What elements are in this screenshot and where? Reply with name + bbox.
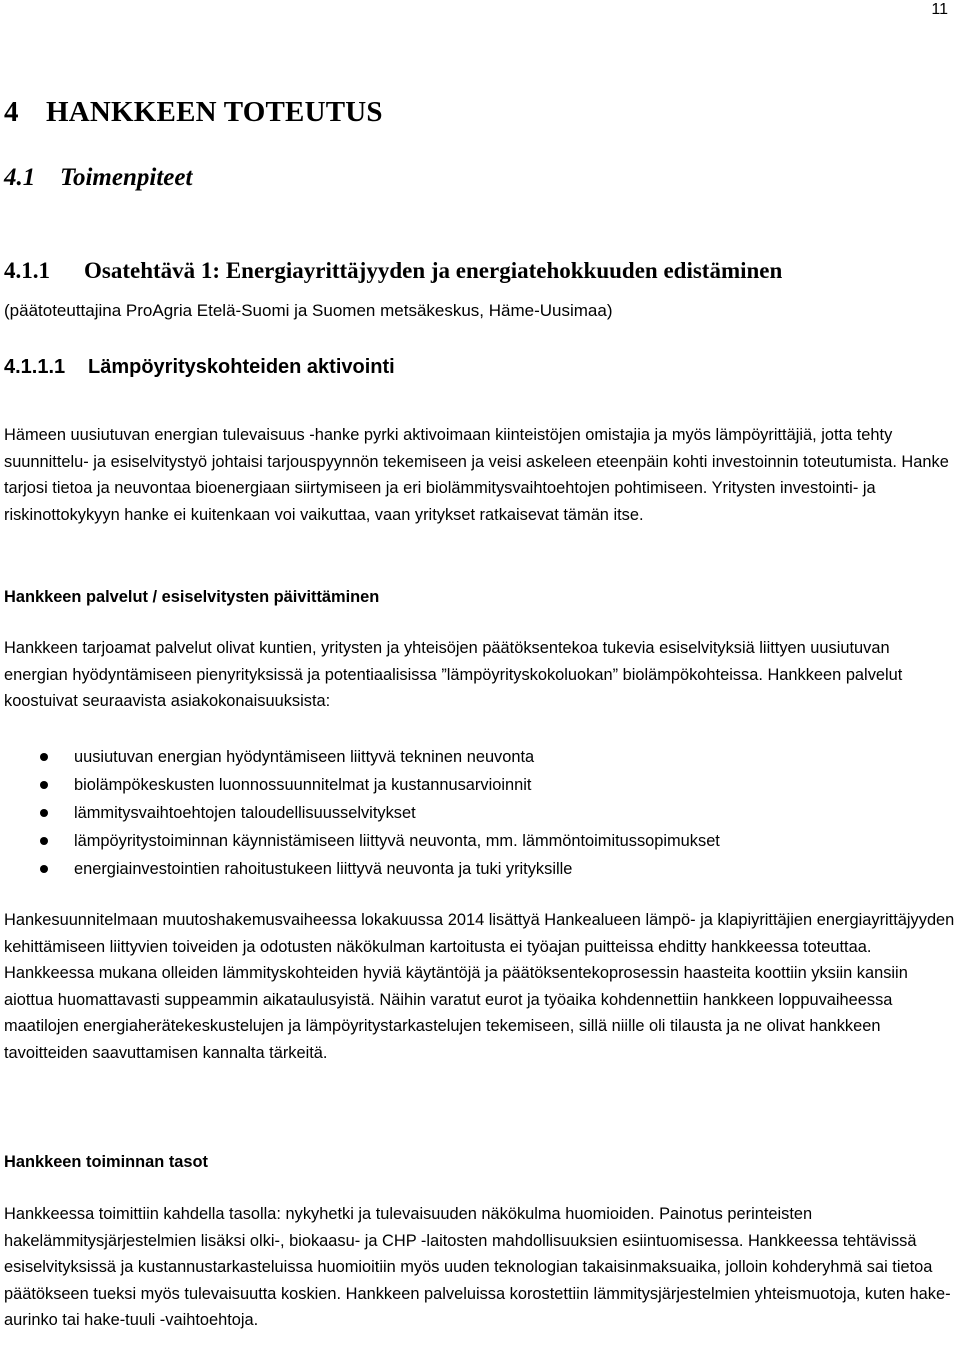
subsection-title: Osatehtävä 1: Energiayrittäjyyden ja energiatehokkuuden edistäminen: [84, 258, 783, 283]
section-heading: [4, 164, 192, 192]
chapter-title: HANKKEEN TOTEUTUS: [46, 96, 383, 128]
subsection-number: 4.1.1: [4, 258, 50, 283]
list-item: [4, 799, 956, 827]
services-list: [4, 743, 956, 883]
list-item-text: energiainvestointien rahoitustukeen liittyvä neuvonta ja tuki yrityksille: [74, 860, 573, 878]
services-paragraph: Hankkeen tarjoamat palvelut olivat kuntien, yritysten ja yhteisöjen päätöksentekoa tukevia esiselvityksiä liittyen uusiutuvan energian hyödyntämiseen pienyrityksissä ja potentiaalisissa ”lämpöyrityskokoluokan” biolämpökohteissa. Hankkeen palvelut koostuivat seuraavista asiakokonaisuuksista:: [4, 639, 903, 710]
amendment-paragraph: Hankesuunnitelmaan muutoshakemusvaiheessa lokakuussa 2014 lisättyä Hankealueen lämpö- ja klapiyrittäjien energiayrittäjyyden kehittämiseen liittyvien toiveiden ja odotusten näkökulman kartoitusta ei työajan puitteissa ehditty hankkeessa toteuttaa. Hankkeessa mukana olleiden lämmityskohteiden hyviä käytäntöjä ja päätöksentekoprosessin haasteita koottiin yksiin kansiin aiottua huomattavasti suppeammin aikataulusyistä. Näihin varatut eurot ja työaika kohdennettiin hankkeen loppuvaiheessa maatilojen energiaherätekeskustelujen ja lämpöyritystarkastelujen tekemiseen, sillä niille oli tilausta ja ne olivat hankkeen tavoitteiden saavuttamisen kannalta tärkeitä.: [4, 911, 955, 1062]
bullet-icon: [40, 865, 48, 873]
page-number: 11: [931, 1, 948, 18]
section-number: 4.1: [4, 164, 36, 191]
list-item: [4, 743, 956, 771]
levels-heading: Hankkeen toiminnan tasot: [4, 1153, 209, 1171]
levels-paragraph: Hankkeessa toimittiin kahdella tasolla: nykyhetki ja tulevaisuuden näkökulma huomioiden. Painotus perinteisten hakelämmitysjärjestelmien lisäksi olki-, biokaasu- ja CHP -laitosten mahdollisuuksien esiintuomisessa. Hankkeessa tehtävissä esiselvityksissä ja kustannustarkasteluissa huomioitiin myös uuden teknologian takaisinmaksuaika, jolloin kohderyhmä sai tietoa päätökseen tueksi myös tulevaisuutta koskien. Hankkeen palveluissa korostettiin lämmitysjärjestelmien yhteismuotoja, kuten hake-aurinko tai hake-tuuli -vaihtoehtoja.: [4, 1205, 951, 1329]
services-heading: Hankkeen palvelut / esiselvitysten päivittäminen: [4, 588, 380, 606]
subsubsection-number: 4.1.1.1: [4, 356, 66, 378]
subsection-heading: [4, 258, 782, 284]
intro-paragraph: Hämeen uusiutuvan energian tulevaisuus -hanke pyrki aktivoimaan kiinteistöjen omistajia ja myös lämpöyrittäjiä, jotta tehty suunnittelu- ja esiselvitystyö johtaisi tarjouspyynnön tekemiseen ja veisi askeleen eteenpäin kohti investoinnin toteutumista. Hanke tarjosi tietoa ja neuvontaa bioenergiaan siirtymiseen ja eri biolämmitysvaihtoehtojen pohtimiseen. Yritysten investointi- ja riskinottokykyyn hanke ei kuitenkaan voi vaikuttaa, vaan yritykset ratkaisevat tämän itse.: [4, 426, 949, 524]
section-title: Toimenpiteet: [60, 164, 193, 191]
subsubsection-heading: [4, 356, 395, 379]
bullet-icon: [40, 809, 48, 817]
bullet-icon: [40, 781, 48, 789]
list-item: [4, 771, 956, 799]
list-item-text: biolämpökeskusten luonnossuunnitelmat ja kustannusarvioinnit: [74, 776, 532, 794]
bullet-icon: [40, 753, 48, 761]
chapter-number: 4: [4, 96, 19, 128]
list-item-text: lämpöyritystoiminnan käynnistämiseen liittyvä neuvonta, mm. lämmöntoimitussopimukset: [74, 832, 720, 850]
bullet-icon: [40, 837, 48, 845]
list-item-text: uusiutuvan energian hyödyntämiseen liittyvä tekninen neuvonta: [74, 748, 535, 766]
list-item: [4, 827, 956, 855]
list-item-text: lämmitysvaihtoehtojen taloudellisuusselvitykset: [74, 804, 416, 822]
subsection-subtitle: (päätoteuttajina ProAgria Etelä-Suomi ja Suomen metsäkeskus, Häme-Uusimaa): [4, 301, 613, 320]
list-item: [4, 855, 956, 883]
chapter-heading: [4, 96, 383, 129]
subsubsection-title: Lämpöyrityskohteiden aktivointi: [88, 356, 395, 378]
